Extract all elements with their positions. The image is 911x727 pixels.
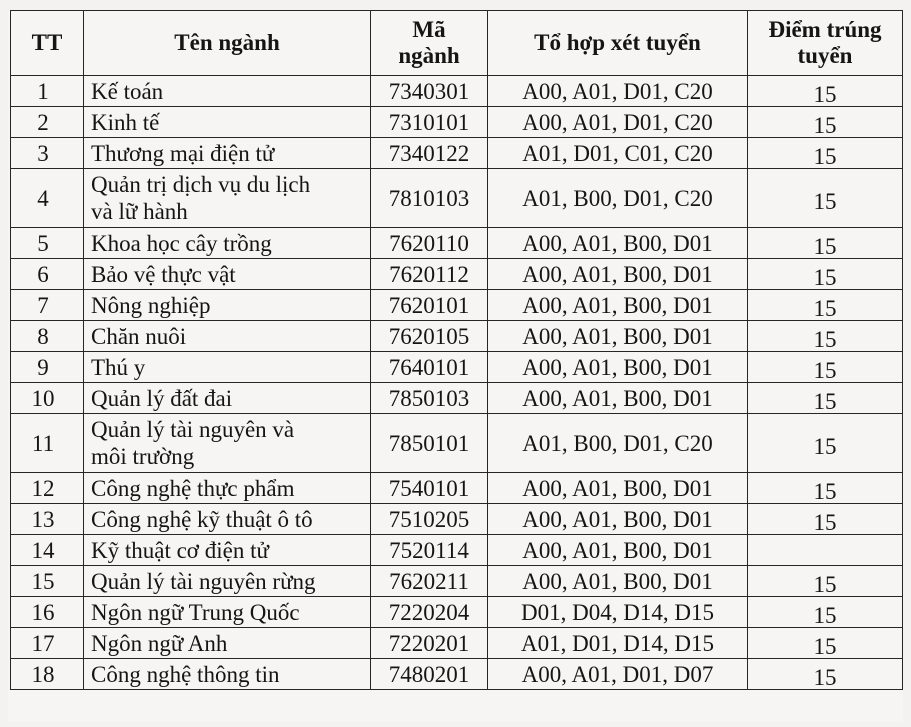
row-major-name: Quản lý tài nguyên rừng — [84, 566, 371, 597]
row-major-code: 7480201 — [371, 659, 488, 690]
table-row — [11, 535, 903, 566]
row-tt: 18 — [11, 659, 84, 690]
row-tt: 13 — [11, 504, 84, 535]
table-row — [11, 352, 903, 383]
row-tt: 9 — [11, 352, 84, 383]
row-score-cell — [748, 138, 903, 169]
row-combination: A01, B00, D01, C20 — [488, 169, 748, 228]
row-score-cell — [748, 290, 903, 321]
table-row — [11, 504, 903, 535]
row-major-name: Quản lý đất đai — [84, 383, 371, 414]
row-score-cell — [748, 107, 903, 138]
row-score: 15 — [813, 295, 837, 321]
row-combination: A01, B00, D01, C20 — [488, 414, 748, 473]
row-score: 15 — [813, 81, 837, 107]
header-score-line2: tuyển — [797, 43, 853, 68]
row-major-name: Thương mại điện tử — [84, 138, 371, 169]
row-major-name: Bảo vệ thực vật — [84, 259, 371, 290]
row-major-code: 7510205 — [371, 504, 488, 535]
header-code — [371, 11, 488, 76]
row-major-name: Chăn nuôi — [84, 321, 371, 352]
row-major-name — [84, 169, 371, 228]
header-name: Tên ngành — [84, 11, 371, 76]
admission-scores-table — [10, 10, 903, 690]
row-combination: A00, A01, B00, D01 — [488, 504, 748, 535]
row-combination: A01, D01, D14, D15 — [488, 628, 748, 659]
row-score: 15 — [813, 143, 837, 169]
row-tt: 10 — [11, 383, 84, 414]
row-major-name: Công nghệ thực phẩm — [84, 473, 371, 504]
row-tt: 6 — [11, 259, 84, 290]
row-combination: A00, A01, B00, D01 — [488, 383, 748, 414]
row-major-code: 7620105 — [371, 321, 488, 352]
header-code-line2: ngành — [398, 43, 460, 68]
table-row — [11, 138, 903, 169]
row-major-name: Kế toán — [84, 76, 371, 107]
row-score: 15 — [813, 112, 837, 138]
row-combination: A00, A01, B00, D01 — [488, 290, 748, 321]
table-row — [11, 107, 903, 138]
row-major-code: 7620112 — [371, 259, 488, 290]
row-major-name-line2: và lữ hành — [91, 199, 188, 224]
row-tt: 1 — [11, 76, 84, 107]
header-tt: TT — [11, 11, 84, 76]
row-tt: 12 — [11, 473, 84, 504]
row-major-name: Kinh tế — [84, 107, 371, 138]
table-row — [11, 169, 903, 228]
row-score: 15 — [813, 388, 837, 414]
row-major-code: 7810103 — [371, 169, 488, 228]
row-combination: A00, A01, B00, D01 — [488, 228, 748, 259]
row-score: 15 — [813, 264, 837, 290]
row-major-name: Công nghệ thông tin — [84, 659, 371, 690]
row-major-name-line2: môi trường — [91, 444, 195, 469]
row-tt: 14 — [11, 535, 84, 566]
header-combo: Tổ hợp xét tuyển — [488, 11, 748, 76]
row-score-cell — [748, 414, 903, 473]
row-major-name: Ngôn ngữ Trung Quốc — [84, 597, 371, 628]
row-score: 15 — [813, 326, 837, 352]
row-combination: A00, A01, D01, C20 — [488, 107, 748, 138]
row-score-cell — [748, 383, 903, 414]
row-major-code: 7340301 — [371, 76, 488, 107]
row-score: 15 — [813, 509, 837, 535]
header-row — [11, 11, 903, 76]
row-major-code: 7620110 — [371, 228, 488, 259]
row-score-cell — [748, 566, 903, 597]
document-sheet — [8, 10, 903, 722]
row-score-cell — [748, 321, 903, 352]
row-major-name: Khoa học cây trồng — [84, 228, 371, 259]
row-major-code: 7850103 — [371, 383, 488, 414]
row-tt: 5 — [11, 228, 84, 259]
row-major-name: Ngôn ngữ Anh — [84, 628, 371, 659]
row-combination: A00, A01, D01, C20 — [488, 76, 748, 107]
row-tt: 7 — [11, 290, 84, 321]
row-combination: D01, D04, D14, D15 — [488, 597, 748, 628]
row-tt: 15 — [11, 566, 84, 597]
row-major-code: 7220204 — [371, 597, 488, 628]
row-score-cell — [748, 259, 903, 290]
row-score: 15 — [813, 664, 837, 690]
row-major-code: 7620101 — [371, 290, 488, 321]
row-score: 15 — [813, 357, 837, 383]
row-score-cell — [748, 352, 903, 383]
row-score-cell — [748, 169, 903, 228]
row-major-name: Kỹ thuật cơ điện tử — [84, 535, 371, 566]
row-score-cell — [748, 504, 903, 535]
row-tt: 3 — [11, 138, 84, 169]
row-major-name: Thú y — [84, 352, 371, 383]
row-combination: A00, A01, B00, D01 — [488, 352, 748, 383]
row-major-name — [84, 414, 371, 473]
row-combination: A00, A01, D01, D07 — [488, 659, 748, 690]
row-tt: 16 — [11, 597, 84, 628]
row-major-code: 7620211 — [371, 566, 488, 597]
row-score: 15 — [813, 571, 837, 597]
header-score-line1: Điểm trúng — [768, 17, 882, 42]
header-code-line1: Mã — [412, 17, 446, 42]
row-major-code: 7850101 — [371, 414, 488, 473]
row-score-cell — [748, 76, 903, 107]
row-tt: 11 — [11, 414, 84, 473]
row-combination: A00, A01, B00, D01 — [488, 259, 748, 290]
table-row — [11, 414, 903, 473]
table-row — [11, 76, 903, 107]
table-row — [11, 597, 903, 628]
row-major-code: 7540101 — [371, 473, 488, 504]
table-row — [11, 290, 903, 321]
row-tt: 2 — [11, 107, 84, 138]
row-score: 15 — [813, 233, 837, 259]
row-major-name: Công nghệ kỹ thuật ô tô — [84, 504, 371, 535]
table-row — [11, 321, 903, 352]
row-major-code: 7220201 — [371, 628, 488, 659]
row-score-cell — [748, 659, 903, 690]
row-combination: A00, A01, B00, D01 — [488, 535, 748, 566]
row-major-code: 7520114 — [371, 535, 488, 566]
row-major-name-line1: Quản lý tài nguyên và — [91, 417, 295, 442]
table-row — [11, 473, 903, 504]
row-tt: 4 — [11, 169, 84, 228]
row-major-name: Nông nghiệp — [84, 290, 371, 321]
table-row — [11, 383, 903, 414]
table-row — [11, 259, 903, 290]
row-score-cell — [748, 597, 903, 628]
row-score: 15 — [813, 633, 837, 659]
table-row — [11, 228, 903, 259]
row-tt: 17 — [11, 628, 84, 659]
row-score: 15 — [813, 478, 837, 504]
row-score: 15 — [813, 433, 837, 459]
row-tt: 8 — [11, 321, 84, 352]
table-row — [11, 628, 903, 659]
row-combination: A00, A01, B00, D01 — [488, 566, 748, 597]
table-row — [11, 659, 903, 690]
row-combination: A00, A01, B00, D01 — [488, 473, 748, 504]
row-combination: A00, A01, B00, D01 — [488, 321, 748, 352]
row-combination: A01, D01, C01, C20 — [488, 138, 748, 169]
row-score-cell — [748, 628, 903, 659]
row-score-cell — [748, 535, 903, 566]
table-row — [11, 566, 903, 597]
row-score: 15 — [813, 602, 837, 628]
header-score — [748, 11, 903, 76]
row-major-name-line1: Quản trị dịch vụ du lịch — [91, 172, 311, 197]
row-major-code: 7310101 — [371, 107, 488, 138]
row-major-code: 7340122 — [371, 138, 488, 169]
row-score-cell — [748, 228, 903, 259]
row-score: 15 — [813, 188, 837, 214]
row-score-cell — [748, 473, 903, 504]
row-major-code: 7640101 — [371, 352, 488, 383]
